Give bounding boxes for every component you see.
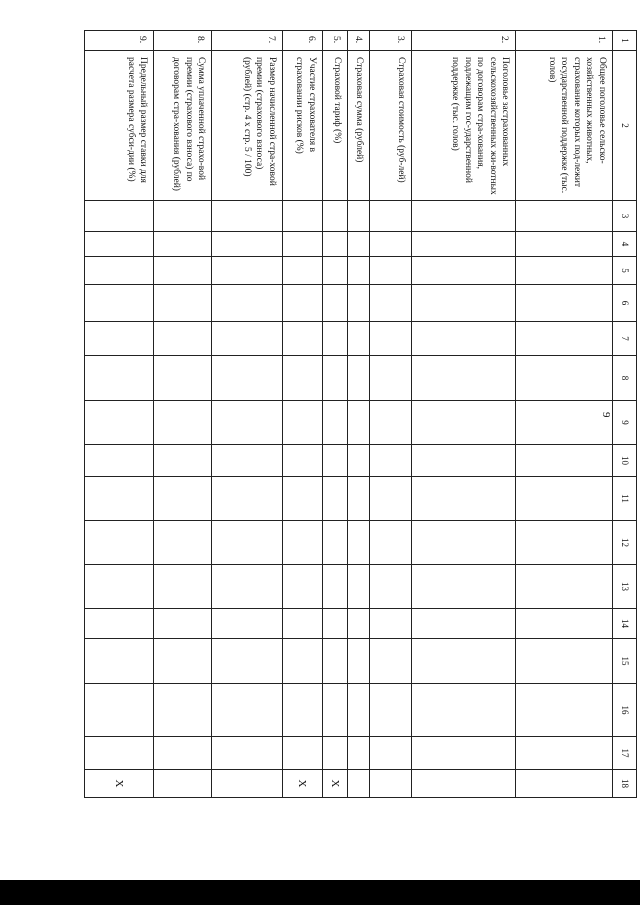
table-cell	[369, 477, 411, 521]
table-cell	[282, 639, 322, 684]
table-cell	[212, 609, 282, 639]
column-header: 3	[612, 201, 636, 232]
table-cell	[282, 609, 322, 639]
table-cell	[282, 201, 322, 232]
column-header: 9	[612, 401, 636, 445]
table-cell	[369, 737, 411, 770]
table-cell	[212, 477, 282, 521]
table-cell	[369, 322, 411, 356]
row-label: Сумма уплаченной страхо-вой премии (страхового взноса) по договорам стра-хования (рублей)	[154, 51, 212, 201]
table-cell	[212, 737, 282, 770]
table-cell	[322, 356, 347, 401]
row-label: Предельный размер ставки для расчета размера субси-дии (%)	[85, 51, 154, 201]
table-cell	[412, 609, 516, 639]
row-label: Размер начисленной стра-ховой премии (страхового взноса) (рублей) (стр. 4 х стр. 5 / 100)	[212, 51, 282, 201]
scan-bottom-border	[0, 880, 640, 905]
table-cell	[412, 285, 516, 322]
table-row	[412, 31, 516, 798]
table-cell	[322, 565, 347, 609]
table-cell	[282, 521, 322, 565]
table-cell	[212, 201, 282, 232]
row-number: 8.	[154, 31, 212, 51]
table-cell	[412, 770, 516, 798]
table-cell	[154, 201, 212, 232]
table-cell	[282, 684, 322, 737]
table-cell	[347, 684, 369, 737]
table-cell	[85, 639, 154, 684]
table-cell	[85, 285, 154, 322]
table-cell	[369, 201, 411, 232]
row-number: 7.	[212, 31, 282, 51]
table-cell	[412, 639, 516, 684]
table-row	[154, 31, 212, 798]
table-cell	[154, 609, 212, 639]
table-cell	[322, 639, 347, 684]
table-cell	[154, 684, 212, 737]
table-cell	[282, 401, 322, 445]
table-cell	[412, 684, 516, 737]
table-cell	[154, 232, 212, 257]
table-cell	[322, 201, 347, 232]
table-cell	[347, 356, 369, 401]
table-cell	[412, 401, 516, 445]
table-cell	[85, 201, 154, 232]
column-header: 10	[612, 445, 636, 477]
table-body	[85, 31, 637, 798]
row-label: Страховая сумма (рублей)	[347, 51, 369, 201]
table-cell	[412, 445, 516, 477]
table-cell	[412, 477, 516, 521]
column-header: 13	[612, 565, 636, 609]
column-header: 1	[612, 31, 636, 51]
table-cell	[212, 356, 282, 401]
table-cell	[412, 521, 516, 565]
table-cell	[516, 609, 613, 639]
table-cell	[282, 356, 322, 401]
row-number: 3.	[369, 31, 411, 51]
table-cell	[282, 445, 322, 477]
table-cell	[212, 565, 282, 609]
table-cell	[154, 257, 212, 285]
table-cell	[322, 684, 347, 737]
rotated-page-content	[84, 30, 637, 797]
table-cell	[412, 565, 516, 609]
table-cell	[322, 737, 347, 770]
table-cell	[347, 609, 369, 639]
table-cell	[516, 565, 613, 609]
table-cell	[322, 477, 347, 521]
table-cell	[85, 684, 154, 737]
table-cell	[282, 565, 322, 609]
table-cell	[212, 445, 282, 477]
column-header: 17	[612, 737, 636, 770]
table-cell	[412, 322, 516, 356]
table-cell	[516, 232, 613, 257]
table-cell	[412, 737, 516, 770]
row-label: Общее поголовье сельско-хозяйственных животных, страхование которых под-лежит государственной поддержке (тыс. голов)	[516, 51, 613, 201]
row-label: Страховая стоимость (руб-лей)	[369, 51, 411, 201]
table-cell	[85, 565, 154, 609]
table-cell	[516, 521, 613, 565]
table-cell	[212, 684, 282, 737]
table-cell	[322, 257, 347, 285]
table-cell	[154, 285, 212, 322]
table-cell	[322, 609, 347, 639]
table-cell	[516, 257, 613, 285]
table-cell	[369, 232, 411, 257]
table-cell	[347, 401, 369, 445]
table-cell	[154, 737, 212, 770]
column-header: 12	[612, 521, 636, 565]
table-cell	[85, 737, 154, 770]
table-cell	[322, 401, 347, 445]
table-cell	[154, 322, 212, 356]
table-cell	[85, 445, 154, 477]
row-label: Участие страхователя в страховании рисков (%)	[282, 51, 322, 201]
table-cell	[347, 737, 369, 770]
table-cell	[369, 609, 411, 639]
table-cell	[412, 257, 516, 285]
table-cell	[516, 737, 613, 770]
table-cell	[412, 356, 516, 401]
table-cell	[412, 232, 516, 257]
table-cell	[516, 356, 613, 401]
table-row	[516, 31, 613, 798]
table-cell	[212, 521, 282, 565]
page-number: 9	[600, 412, 612, 418]
table-cell	[85, 356, 154, 401]
table-cell	[369, 401, 411, 445]
table-cell	[369, 257, 411, 285]
table-cell	[516, 445, 613, 477]
table-cell	[347, 257, 369, 285]
table-cell: X	[322, 770, 347, 798]
table-cell	[154, 770, 212, 798]
table-cell	[369, 285, 411, 322]
table-cell	[347, 521, 369, 565]
table-cell	[212, 322, 282, 356]
table-cell	[516, 770, 613, 798]
table-cell	[516, 639, 613, 684]
table-cell	[516, 401, 613, 445]
table-cell	[347, 770, 369, 798]
row-label: Страховой тариф (%)	[322, 51, 347, 201]
table-cell	[282, 257, 322, 285]
table-cell	[282, 285, 322, 322]
table-row	[369, 31, 411, 798]
column-header: 6	[612, 285, 636, 322]
table-cell	[212, 257, 282, 285]
table-cell	[85, 322, 154, 356]
table-row	[212, 31, 282, 798]
table-row	[347, 31, 369, 798]
table-cell	[322, 445, 347, 477]
table-cell	[369, 770, 411, 798]
column-header: 14	[612, 609, 636, 639]
table-row	[85, 31, 154, 798]
table-cell	[347, 285, 369, 322]
table-cell	[85, 521, 154, 565]
table-cell	[85, 477, 154, 521]
header-row	[612, 31, 636, 798]
table-cell	[154, 401, 212, 445]
table-cell	[516, 285, 613, 322]
table-cell	[347, 201, 369, 232]
column-header: 4	[612, 232, 636, 257]
table-cell	[369, 684, 411, 737]
table-cell	[412, 201, 516, 232]
table-cell	[347, 445, 369, 477]
column-header: 11	[612, 477, 636, 521]
table-cell	[212, 285, 282, 322]
column-header: 15	[612, 639, 636, 684]
subsidy-form-table	[84, 30, 637, 798]
column-header: 18	[612, 770, 636, 798]
table-cell	[85, 232, 154, 257]
row-number: 6.	[282, 31, 322, 51]
table-cell	[347, 322, 369, 356]
table-cell	[212, 232, 282, 257]
table-cell	[347, 565, 369, 609]
table-cell	[282, 322, 322, 356]
table-cell	[154, 477, 212, 521]
table-cell	[85, 257, 154, 285]
table-cell	[347, 639, 369, 684]
table-cell	[154, 565, 212, 609]
table-cell	[282, 737, 322, 770]
table-cell	[154, 521, 212, 565]
row-label: Поголовье застрахованных сельскохозяйственных жи-вотных по договорам стра-хования, подлежащим гос-ударственной поддержке (тыс. голов)	[412, 51, 516, 201]
table-cell	[516, 201, 613, 232]
column-header: 16	[612, 684, 636, 737]
row-number: 5.	[322, 31, 347, 51]
table-cell	[347, 232, 369, 257]
table-cell	[516, 477, 613, 521]
table-cell	[369, 639, 411, 684]
table-cell	[369, 445, 411, 477]
table-cell	[212, 639, 282, 684]
table-cell	[369, 565, 411, 609]
table-cell	[212, 401, 282, 445]
table-row	[322, 31, 347, 798]
table-cell	[154, 356, 212, 401]
table-cell	[369, 521, 411, 565]
table-cell	[322, 285, 347, 322]
table-cell	[212, 770, 282, 798]
table-cell	[347, 477, 369, 521]
table-cell	[369, 356, 411, 401]
table-cell	[154, 445, 212, 477]
table-cell	[322, 521, 347, 565]
table-cell	[85, 609, 154, 639]
table-cell	[154, 639, 212, 684]
column-header: 5	[612, 257, 636, 285]
table-cell	[282, 232, 322, 257]
row-number: 2.	[412, 31, 516, 51]
table-row	[282, 31, 322, 798]
table-cell	[516, 322, 613, 356]
table-cell	[282, 477, 322, 521]
table-cell	[85, 401, 154, 445]
column-header: 8	[612, 356, 636, 401]
row-number: 4.	[347, 31, 369, 51]
table-cell: X	[282, 770, 322, 798]
table-cell	[516, 684, 613, 737]
table-cell: X	[85, 770, 154, 798]
table-cell	[322, 322, 347, 356]
row-number: 1.	[516, 31, 613, 51]
table-cell	[322, 232, 347, 257]
row-number: 9.	[85, 31, 154, 51]
column-header: 2	[612, 51, 636, 201]
column-header: 7	[612, 322, 636, 356]
